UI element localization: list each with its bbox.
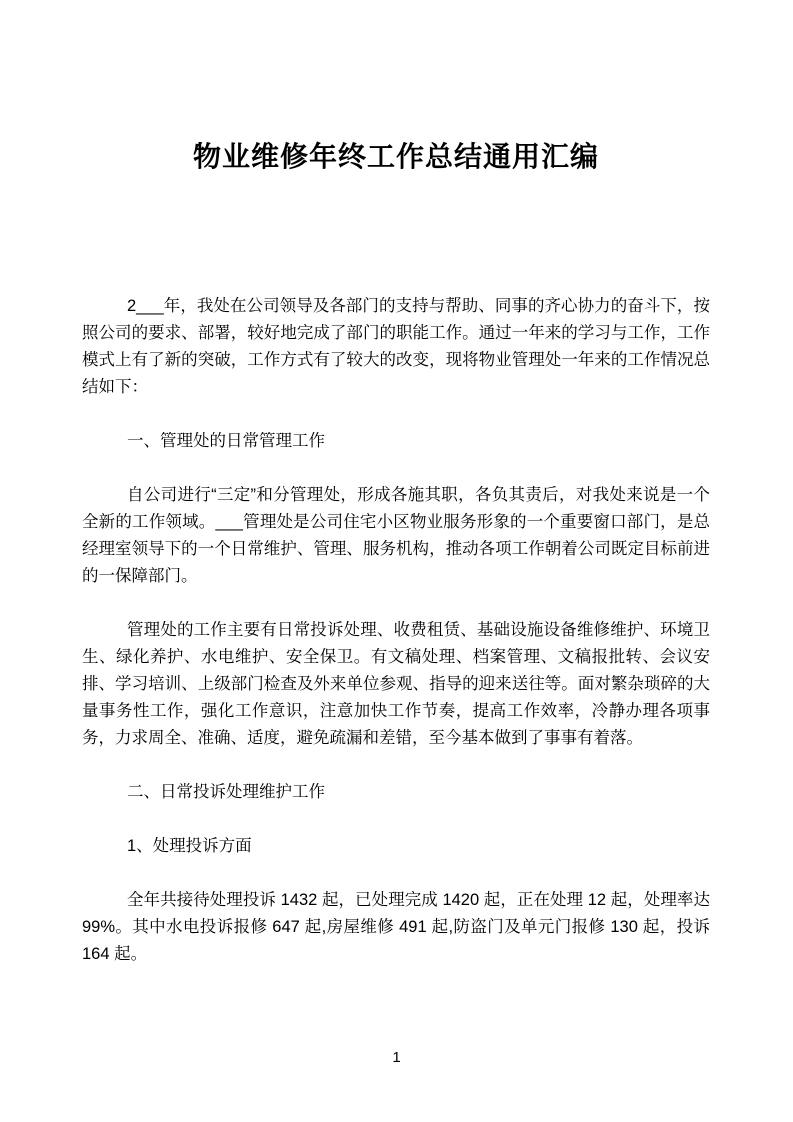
paragraph-complaint-statistics: 全年共接待处理投诉 1432 起，已处理完成 1420 起，正在处理 12 起，处理率达 99%。其中水电投诉报修 647 起,房屋维修 491 起,防盗门及单元门报修 130 起，投诉 164 起。 [82, 891, 710, 963]
heading-section-1: 一、管理处的日常管理工作 [127, 432, 325, 450]
paragraph-section-1-duties: 管理处的工作主要有日常投诉处理、收费租赁、基础设施设备维修维护、环境卫生、绿化养护、水电维护、安全保卫。有文稿处理、档案管理、文稿报批转、会议安排、学习培训、上级部门检查及外来单位参观、指导的迎来送往等。面对繁杂琐碎的大量事务性工作，强化工作意识，注意加快工作节奏，提高工作效率，冷静办理各项事务，力求周全、准确、适度，避免疏漏和差错，至今基本做到了事事有着落。 [82, 621, 710, 747]
page-number: 1 [392, 1049, 401, 1066]
paragraph-section-1-overview: 自公司进行“三定”和分管理处，形成各施其职，各负其责后，对我处来说是一个全新的工作领域。___管理处是公司住宅小区物业服务形象的一个重要窗口部门，是总经理室领导下的一个日常维护、管理、服务机构，推动各项工作朝着公司既定目标前进的一保障部门。 [82, 486, 710, 585]
document-title: 物业维修年终工作总结通用汇编 [192, 141, 599, 172]
heading-section-2: 二、日常投诉处理维护工作 [127, 783, 325, 801]
subheading-complaints: 1、处理投诉方面 [127, 837, 252, 855]
paragraph-intro: 2___年，我处在公司领导及各部门的支持与帮助、同事的齐心协力的奋斗下，按照公司的要求、部署，较好地完成了部门的职能工作。通过一年来的学习与工作，工作模式上有了新的突破，工作方式有了较大的改变，现将物业管理处一年来的工作情况总结如下： [82, 297, 710, 396]
